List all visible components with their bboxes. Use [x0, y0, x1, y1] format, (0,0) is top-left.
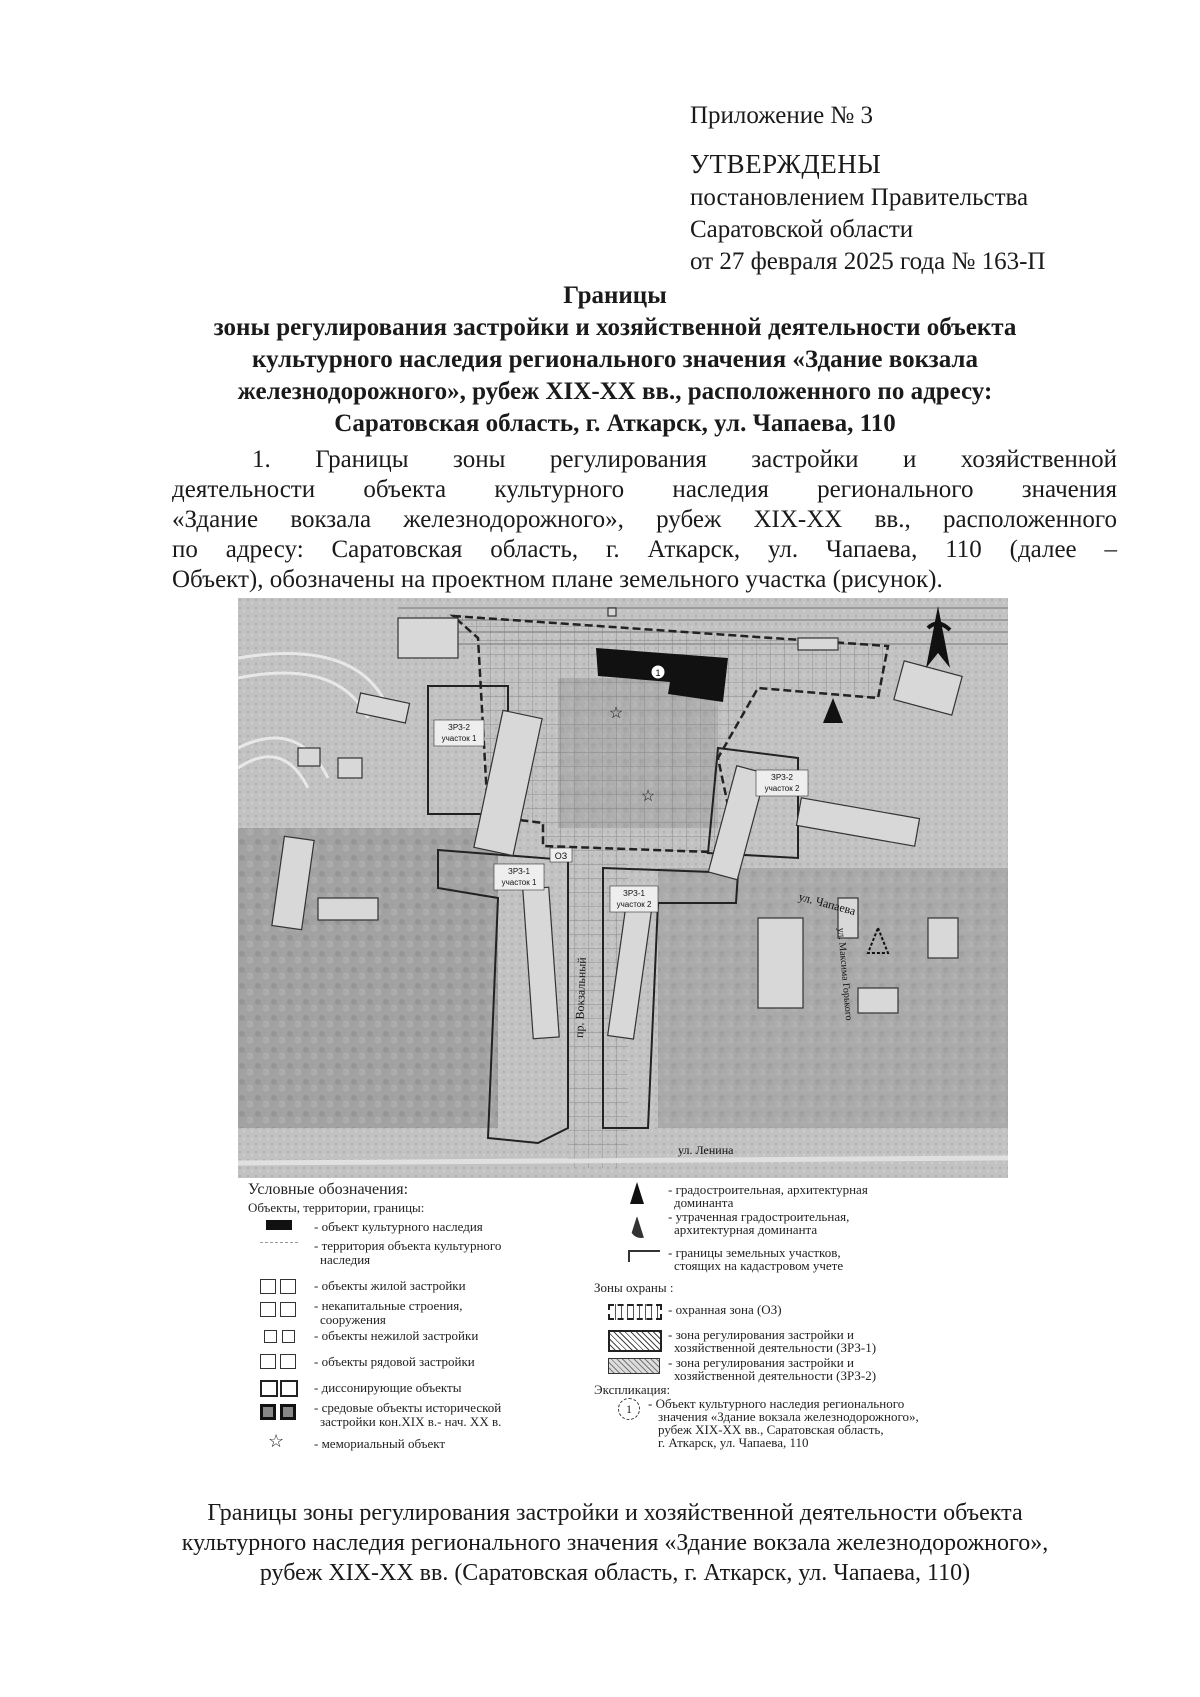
- doc-title-1: Границы: [563, 282, 667, 309]
- legend-oz: - охранная зона (ОЗ): [668, 1302, 782, 1317]
- cadastre-icon: [628, 1250, 660, 1262]
- nonresidential-swatch-b: [282, 1330, 295, 1343]
- legend-memorial: - мемориальный объект: [314, 1436, 446, 1451]
- legend-nonresidential: - объекты нежилой застройки: [314, 1328, 479, 1343]
- zrz2-swatch: [608, 1358, 660, 1374]
- street-label-vokzalny: пр. Вокзальный: [572, 957, 589, 1039]
- temporary-swatch-b: [280, 1302, 296, 1317]
- approval-line-2: Саратовской области: [690, 216, 914, 243]
- nonresidential-swatch-a: [264, 1330, 277, 1343]
- residential-swatch-b: [280, 1279, 296, 1294]
- residential-swatch-a: [260, 1279, 276, 1294]
- legend-zrz2-2: хозяйственной деятельности (ЗРЗ-2): [674, 1368, 877, 1383]
- map-legend: [238, 1180, 1028, 1470]
- temporary-swatch-a: [260, 1302, 276, 1317]
- appendix-label: Приложение № 3: [690, 102, 874, 129]
- zone-zrz1-2-label-a: ЗРЗ-1: [623, 889, 645, 898]
- explication-marker: 1: [618, 1398, 640, 1420]
- legend-ordinary: - объекты рядовой застройки: [314, 1354, 475, 1369]
- figure-caption-2: культурного наследия регионального значения «Здание вокзала железнодорожного»,: [181, 1530, 1049, 1556]
- lost-dominant-icon: [630, 1216, 644, 1238]
- legend-subtitle: Объекты, территории, границы:: [248, 1200, 425, 1215]
- legend-cadastre-2: стоящих на кадастровом учете: [674, 1258, 844, 1273]
- legend-heritage-object: - объект культурного наследия: [314, 1219, 483, 1234]
- legend-zrz1-2: хозяйственной деятельности (ЗРЗ-1): [674, 1340, 877, 1355]
- approved-label: УТВЕРЖДЕНЫ: [690, 149, 882, 179]
- legend-dissonant: - диссонирующие объекты: [314, 1380, 462, 1395]
- legend-zrz1-1: - зона регулирования застройки и: [668, 1327, 854, 1342]
- paragraph-line-4: по адресу: Саратовская область, г. Аткарск, ул. Чапаева, 110 (далее –: [172, 536, 1117, 563]
- memorial-star-1: ☆: [608, 705, 624, 722]
- oz-swatch: [608, 1304, 662, 1320]
- legend-exp-4: г. Аткарск, ул. Чапаева, 110: [658, 1435, 809, 1450]
- zone-zrz2-1-label-a: ЗРЗ-2: [448, 723, 470, 732]
- legend-dominant-2: доминанта: [674, 1195, 734, 1210]
- street-label-gorky: ул. Максима Горького: [835, 927, 855, 1022]
- paragraph-line-3: «Здание вокзала железнодорожного», рубеж XIX-XX вв., расположенного: [172, 506, 1117, 533]
- historic-swatch-b: [280, 1404, 296, 1420]
- memorial-star-icon: ☆: [268, 1431, 285, 1451]
- ordinary-swatch-a: [260, 1354, 276, 1369]
- object-number: 1: [655, 668, 661, 678]
- zone-zrz1-1-label-a: ЗРЗ-1: [508, 867, 530, 876]
- dominant-icon: [630, 1182, 644, 1204]
- street-label-chapaeva: ул. Чапаева: [797, 889, 858, 918]
- approval-line-1: постановлением Правительства: [690, 184, 1029, 211]
- doc-title-2: зоны регулирования застройки и хозяйственной деятельности объекта: [213, 314, 1017, 341]
- legend-cadastre-1: - границы земельных участков,: [668, 1245, 841, 1260]
- zrz1-swatch: [608, 1330, 662, 1352]
- figure-caption-1: Границы зоны регулирования застройки и хозяйственной деятельности объекта: [207, 1500, 1023, 1526]
- approval-line-3: от 27 февраля 2025 года № 163-П: [690, 248, 1046, 275]
- ordinary-swatch-b: [280, 1354, 296, 1369]
- legend-heritage-territory-2: наследия: [320, 1252, 371, 1267]
- zone-oz-label: ОЗ: [554, 851, 568, 861]
- heritage-territory-swatch: [260, 1242, 298, 1251]
- legend-temporary-1: - некапитальные строения,: [314, 1298, 463, 1313]
- legend-lost-dominant-2: архитектурная доминанта: [674, 1222, 818, 1237]
- historic-swatch-a: [260, 1404, 276, 1420]
- heritage-object-swatch: [266, 1220, 292, 1230]
- dissonant-swatch-a: [260, 1380, 278, 1397]
- zone-zrz1-1-label-b: участок 1: [501, 878, 537, 887]
- legend-historic-1: - средовые объекты исторической: [314, 1400, 502, 1415]
- paragraph-line-5: Объект), обозначены на проектном плане земельного участка (рисунок).: [172, 566, 943, 593]
- body-paragraph: [172, 445, 1117, 595]
- doc-title-3: культурного наследия регионального значения «Здание вокзала: [252, 346, 978, 373]
- figure-caption-3: рубеж XIX-XX вв. (Саратовская область, г. Аткарск, ул. Чапаева, 110): [259, 1560, 971, 1586]
- paragraph-line-2: деятельности объекта культурного наследия регионального значения: [172, 476, 1117, 503]
- legend-exp-1: - Объект культурного наследия регионального: [648, 1396, 905, 1411]
- legend-residential: - объекты жилой застройки: [314, 1278, 466, 1293]
- legend-zrz2-1: - зона регулирования застройки и: [668, 1355, 854, 1370]
- zoning-map-svg: [238, 598, 1008, 1178]
- zone-zrz2-2-label-a: ЗРЗ-2: [771, 773, 793, 782]
- legend-temporary-2: сооружения: [320, 1312, 386, 1327]
- legend-lost-dominant-1: - утраченная градостроительная,: [668, 1209, 850, 1224]
- legend-explication: Экспликация:: [594, 1382, 671, 1397]
- legend-exp-2: значения «Здание вокзала железнодорожного»,: [658, 1409, 919, 1424]
- zone-zrz2-2-label-b: участок 2: [764, 784, 800, 793]
- dissonant-swatch-b: [280, 1380, 298, 1397]
- doc-title-4: железнодорожного», рубеж XIX-XX вв., расположенного по адресу:: [237, 378, 993, 405]
- doc-title-5: Саратовская область, г. Аткарск, ул. Чапаева, 110: [334, 410, 896, 437]
- legend-title: Условные обозначения:: [248, 1181, 409, 1198]
- legend-heritage-territory-1: - территория объекта культурного: [314, 1238, 502, 1253]
- zone-zrz2-1-label-b: участок 1: [441, 734, 477, 743]
- legend-dominant-1: - градостроительная, архитектурная: [668, 1182, 868, 1197]
- zone-zrz1-2-label-b: участок 2: [616, 900, 652, 909]
- legend-exp-3: рубеж XIX-XX вв., Саратовская область,: [658, 1422, 884, 1437]
- legend-historic-2: застройки кон.XIX в.- нач. XX в.: [320, 1414, 502, 1429]
- memorial-star-2: ☆: [640, 788, 656, 805]
- street-label-lenina: ул. Ленина: [678, 1143, 734, 1157]
- paragraph-line-1: 1. Границы зоны регулирования застройки и хозяйственной: [252, 446, 1117, 473]
- zoning-map: [238, 598, 1008, 1178]
- legend-zones-title: Зоны охраны :: [594, 1280, 674, 1295]
